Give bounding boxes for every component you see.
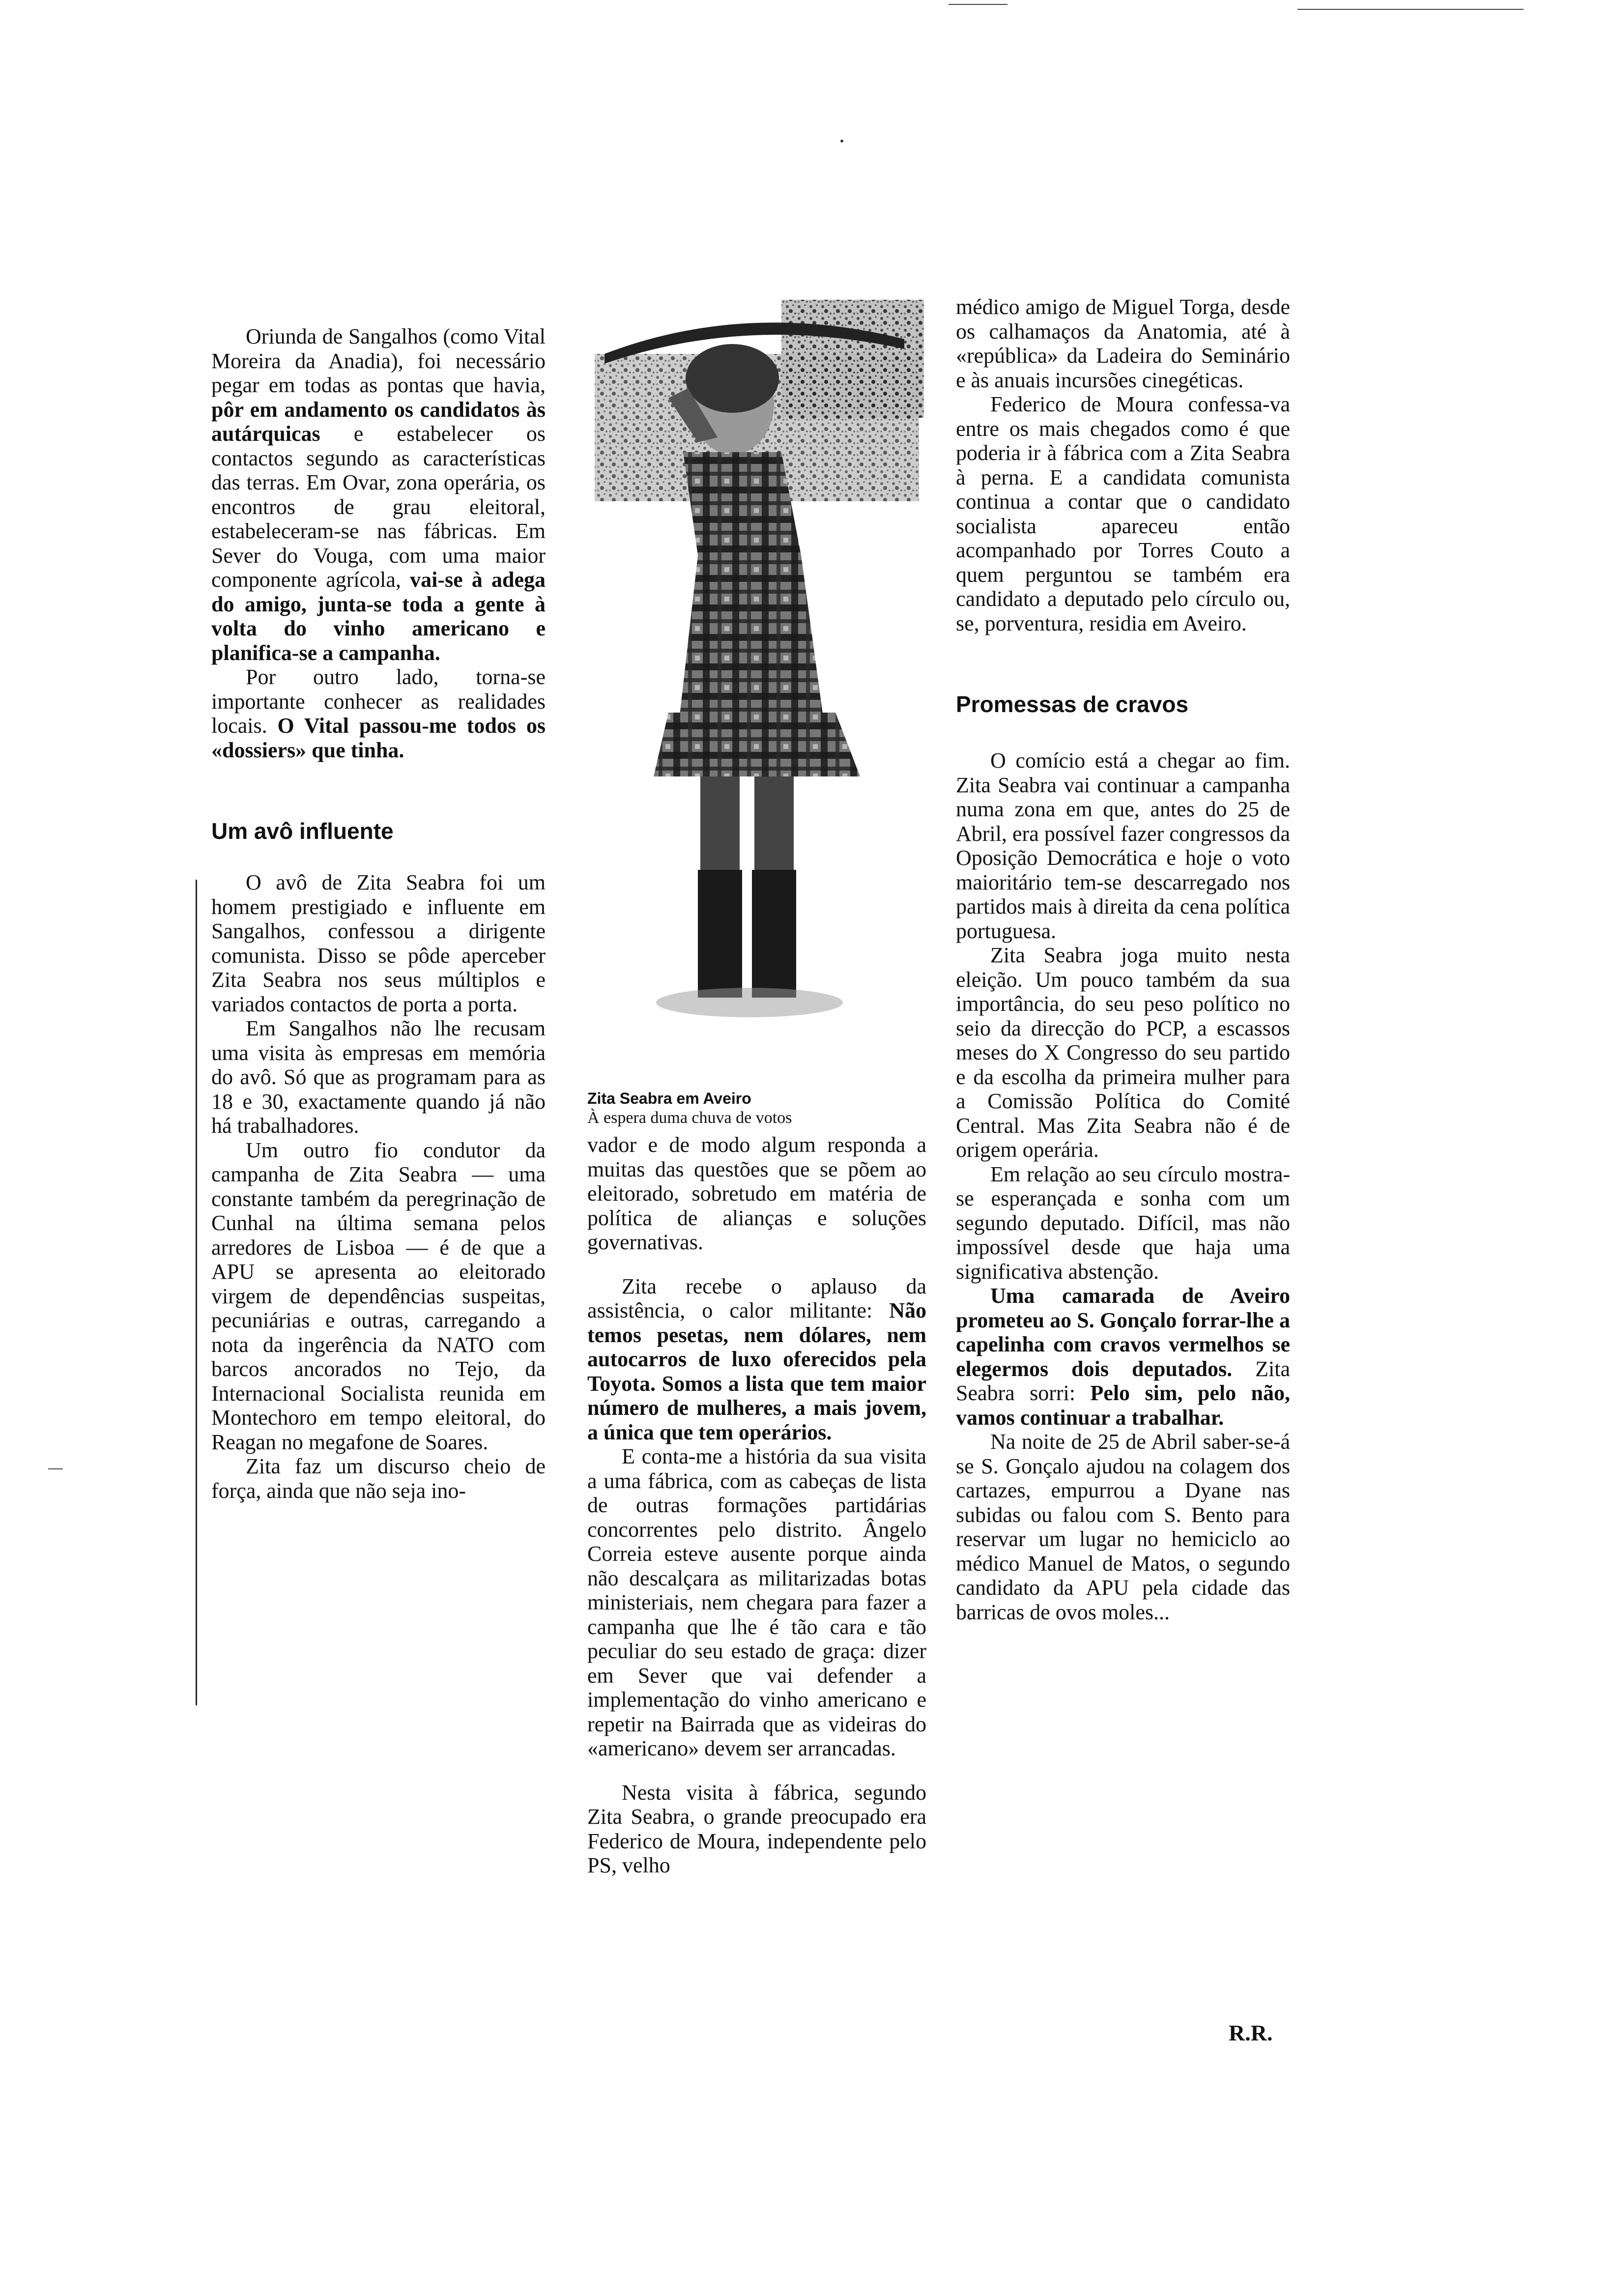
margin-rule [196, 880, 197, 1705]
section-heading: Promessas de cravos [956, 691, 1189, 717]
paragraph: vador e de modo algum responda a muitas das questões que se põem ao eleitorado, sobretudo em matéria de política de alianças e soluções governativas. [587, 1133, 926, 1254]
paragraph: Em Sangalhos não lhe recusam uma visita às empresas em memória do avô. Só que as programam para as 18 e 30, exactamente quando já não há trabalhadores. [211, 1016, 546, 1138]
paragraph: Um outro fio condutor da campanha de Zita Seabra — uma constante também da peregrinação de Cunhal na última semana pelos arredores de Lisboa — é de que a APU se apresenta ao eleitorado virgem de dependências suspeitas, pecuniárias e outras, carregando a nota da ingerência da NATO com barcos ancorados no Tejo, da Internacional Socialista reunida em Montechoro em tempo eleitoral, do Reagan no megafone de Soares. [211, 1138, 546, 1454]
section-heading: Um avô influente [211, 818, 394, 844]
photo-zita-seabra [585, 280, 929, 1047]
paragraph: Oriunda de Sangalhos (como Vital Moreira da Anadia), foi necessário pegar em todas as pontas que havia, pôr em andamento os candidatos às autárquicas e estabelecer os contactos segundo as características das terras. Em Ovar, zona operária, os encontros de grau eleitoral, estabeleceram-se nas fábricas. Em Sever do Vouga, com uma maior componente agrícola, vai-se à adega do amigo, junta-se toda a gente à volta do vinho americano e planifica-se a campanha. [211, 324, 546, 665]
paragraph: E conta-me a história da sua visita a uma fábrica, com as cabeças de lista de outras formações partidárias concorrentes pelo distrito. Ângelo Correia esteve ausente porque ainda não descalçara as militarizadas botas ministeriais, nem chegara para fazer a campanha que lhe é tão cara e tão peculiar do seu estado de graça: dizer em Sever que vai defender a implementação do vinho americano e repetir na Bairrada que as videiras do «americano» devem ser arrancadas. [587, 1444, 926, 1760]
caption-title: Zita Seabra em Aveiro [587, 1090, 751, 1107]
caption-subtitle: À espera duma chuva de votos [587, 1109, 792, 1127]
photo-caption [587, 1089, 931, 1128]
scan-speck [840, 140, 843, 143]
margin-tick [48, 1468, 63, 1469]
paragraph: Zita recebe o aplauso da assistência, o calor militante: Não temos pesetas, nem dólares, nem autocarros de luxo oferecidos pela Toyota. Somos a lista que tem maior número de mulheres, a mais jovem, a única que tem operários. [587, 1274, 926, 1444]
paragraph: O comício está a chegar ao fim. Zita Seabra vai continuar a campanha numa zona em que, antes do 25 de Abril, era possível fazer congressos da Oposição Democrática e hoje o voto maioritário tem-se descarregado nos partidos mais à direita da cena política portuguesa. [956, 748, 1290, 943]
paragraph: Em relação ao seu círculo mostra-se esperançada e sonha com um segundo deputado. Difícil, mas não impossível desde que haja uma significativa abstenção. [956, 1162, 1290, 1284]
author-signature: R.R. [1229, 2020, 1273, 2045]
top-rule [1297, 9, 1524, 10]
paragraph: Zita Seabra joga muito nesta eleição. Um pouco também da sua importância, do seu peso político no seio da direcção do PCP, a escassos meses do X Congresso do seu partido e da escolha da primeira mulher para a Comissão Política do Comité Central. Mas Zita Seabra não é de origem operária. [956, 943, 1290, 1162]
paragraph: Por outro lado, torna-se importante conhecer as realidades locais. O Vital passou-me todos os «dossiers» que tinha. [211, 665, 546, 762]
article-column-1 [211, 324, 546, 1503]
article-column-2 [587, 1133, 926, 1878]
paragraph: Nesta visita à fábrica, segundo Zita Seabra, o grande preocupado era Federico de Moura, independente pelo PS, velho [587, 1780, 926, 1877]
paragraph: Zita faz um discurso cheio de força, ainda que não seja ino- [211, 1454, 546, 1503]
paragraph: O avô de Zita Seabra foi um homem prestigiado e influente em Sangalhos, confessou a dirigente comunista. Disso se pôde aperceber Zita Seabra nos seus múltiplos e variados contactos de porta a porta. [211, 870, 546, 1016]
paragraph: Na noite de 25 de Abril saber-se-á se S. Gonçalo ajudou na colagem dos cartazes, empurrou a Dyane nas subidas ou falou com S. Bento para reservar um lugar no hemiciclo ao médico Manuel de Matos, o segundo candidato da APU pela cidade das barricas de ovos moles... [956, 1430, 1290, 1624]
paragraph: médico amigo de Miguel Torga, desde os calhamaços da Anatomia, até à «república» da Ladeira do Seminário e às anuais incursões cinegéticas. [956, 295, 1290, 392]
paragraph: Uma camarada de Aveiro prometeu ao S. Gonçalo forrar-lhe a capelinha com cravos vermelhos se elegermos dois deputados. Zita Seabra sorri: Pelo sim, pelo não, vamos continuar a trabalhar. [956, 1284, 1291, 1430]
top-rule [949, 4, 1008, 5]
paragraph: Federico de Moura confessa-va entre os mais chegados como é que poderia ir à fábrica com a Zita Seabra à perna. E a candidata comunista continua a contar que o candidato socialista apareceu então acompanhado por Torres Couto a quem perguntou se também era candidato a deputado pelo círculo ou, se, porventura, residia em Aveiro. [956, 392, 1290, 635]
article-column-3 [956, 295, 1290, 1624]
